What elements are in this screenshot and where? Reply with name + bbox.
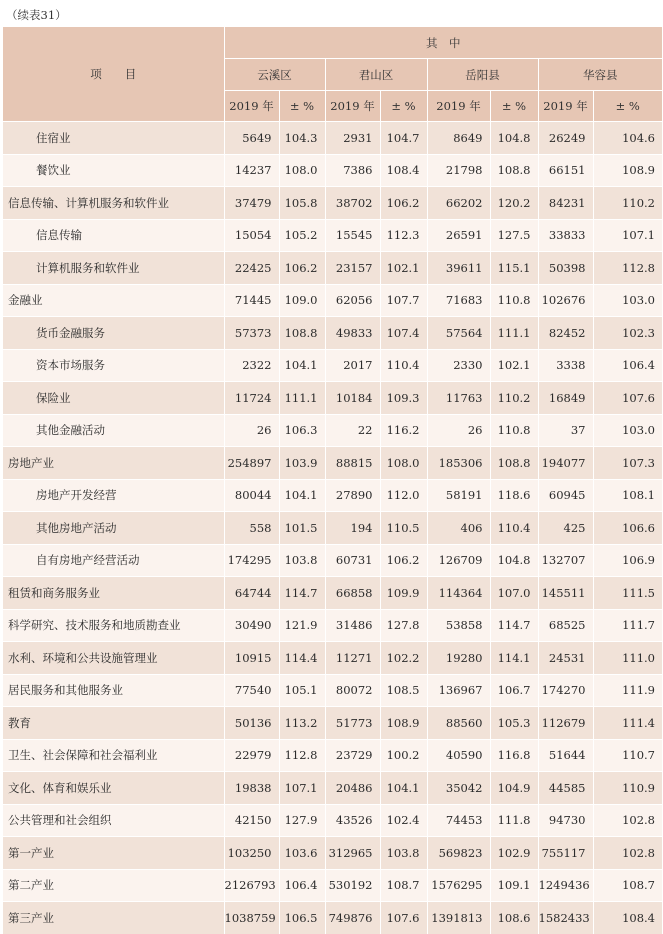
percent-cell: 116.8	[490, 739, 538, 772]
value-cell: 27890	[325, 479, 380, 512]
value-cell: 94730	[538, 804, 593, 837]
percent-cell: 121.9	[279, 609, 325, 642]
pct-header: ± %	[490, 91, 538, 122]
value-cell: 2322	[224, 349, 279, 382]
value-cell: 30490	[224, 609, 279, 642]
percent-cell: 103.0	[593, 284, 662, 317]
value-cell: 7386	[325, 154, 380, 187]
percent-cell: 110.8	[490, 284, 538, 317]
value-cell: 71445	[224, 284, 279, 317]
row-label: 资本市场服务	[3, 349, 224, 382]
percent-cell: 111.8	[490, 804, 538, 837]
percent-cell: 101.5	[279, 512, 325, 545]
percent-cell: 111.1	[490, 317, 538, 350]
percent-cell: 106.5	[279, 902, 325, 934]
percent-cell: 104.3	[279, 122, 325, 155]
value-cell: 185306	[427, 447, 490, 480]
value-cell: 35042	[427, 772, 490, 805]
value-cell: 37479	[224, 187, 279, 220]
value-cell: 21798	[427, 154, 490, 187]
value-cell: 126709	[427, 544, 490, 577]
percent-cell: 103.8	[380, 837, 427, 870]
table-row	[3, 642, 662, 675]
percent-cell: 111.1	[279, 382, 325, 415]
row-label: 其他房地产活动	[3, 512, 224, 545]
value-cell: 174295	[224, 544, 279, 577]
row-label: 金融业	[3, 284, 224, 317]
percent-cell: 102.4	[380, 804, 427, 837]
value-cell: 37	[538, 414, 593, 447]
percent-cell: 106.4	[279, 869, 325, 902]
percent-cell: 106.2	[380, 187, 427, 220]
value-cell: 58191	[427, 479, 490, 512]
percent-cell: 108.0	[380, 447, 427, 480]
table-row	[3, 219, 662, 252]
percent-cell: 103.9	[279, 447, 325, 480]
percent-cell: 108.8	[490, 154, 538, 187]
statistics-table	[3, 27, 662, 934]
value-cell: 102676	[538, 284, 593, 317]
percent-cell: 120.2	[490, 187, 538, 220]
value-cell: 8649	[427, 122, 490, 155]
percent-cell: 102.8	[593, 837, 662, 870]
value-cell: 312965	[325, 837, 380, 870]
value-cell: 114364	[427, 577, 490, 610]
percent-cell: 111.0	[593, 642, 662, 675]
percent-cell: 106.2	[380, 544, 427, 577]
value-cell: 136967	[427, 674, 490, 707]
value-cell: 38702	[325, 187, 380, 220]
percent-cell: 108.0	[279, 154, 325, 187]
table-row	[3, 447, 662, 480]
table-row	[3, 902, 662, 934]
table-caption: （续表31）	[6, 8, 67, 22]
percent-cell: 105.1	[279, 674, 325, 707]
value-cell: 14237	[224, 154, 279, 187]
percent-cell: 111.5	[593, 577, 662, 610]
value-cell: 80044	[224, 479, 279, 512]
value-cell: 11271	[325, 642, 380, 675]
value-cell: 68525	[538, 609, 593, 642]
table-row	[3, 122, 662, 155]
region-header-yunxi: 云溪区	[224, 59, 325, 91]
percent-cell: 114.7	[490, 609, 538, 642]
value-cell: 53858	[427, 609, 490, 642]
row-label: 餐饮业	[3, 154, 224, 187]
value-cell: 11724	[224, 382, 279, 415]
value-cell: 16849	[538, 382, 593, 415]
table-row	[3, 414, 662, 447]
value-cell: 254897	[224, 447, 279, 480]
row-label: 居民服务和其他服务业	[3, 674, 224, 707]
value-cell: 19280	[427, 642, 490, 675]
percent-cell: 104.7	[380, 122, 427, 155]
item-column-header: 项 目	[3, 27, 224, 122]
percent-cell: 112.8	[593, 252, 662, 285]
row-label: 水利、环境和公共设施管理业	[3, 642, 224, 675]
percent-cell: 106.9	[593, 544, 662, 577]
value-cell: 82452	[538, 317, 593, 350]
percent-cell: 109.9	[380, 577, 427, 610]
percent-cell: 108.5	[380, 674, 427, 707]
table-row	[3, 187, 662, 220]
year-header: 2019 年	[224, 91, 279, 122]
percent-cell: 108.9	[593, 154, 662, 187]
value-cell: 5649	[224, 122, 279, 155]
value-cell: 33833	[538, 219, 593, 252]
row-label: 自有房地产经营活动	[3, 544, 224, 577]
value-cell: 66858	[325, 577, 380, 610]
table-row	[3, 869, 662, 902]
percent-cell: 108.1	[593, 479, 662, 512]
row-label: 住宿业	[3, 122, 224, 155]
percent-cell: 112.8	[279, 739, 325, 772]
percent-cell: 102.1	[380, 252, 427, 285]
value-cell: 57373	[224, 317, 279, 350]
value-cell: 49833	[325, 317, 380, 350]
percent-cell: 110.4	[380, 349, 427, 382]
percent-cell: 106.7	[490, 674, 538, 707]
percent-cell: 110.9	[593, 772, 662, 805]
value-cell: 2330	[427, 349, 490, 382]
value-cell: 26591	[427, 219, 490, 252]
percent-cell: 111.9	[593, 674, 662, 707]
percent-cell: 105.2	[279, 219, 325, 252]
value-cell: 66202	[427, 187, 490, 220]
percent-cell: 107.6	[380, 902, 427, 934]
group-header: 其 中	[224, 27, 662, 59]
pct-header: ± %	[279, 91, 325, 122]
value-cell: 15545	[325, 219, 380, 252]
value-cell: 51773	[325, 707, 380, 740]
value-cell: 88560	[427, 707, 490, 740]
table-row	[3, 707, 662, 740]
value-cell: 1576295	[427, 869, 490, 902]
value-cell: 112679	[538, 707, 593, 740]
table-row	[3, 252, 662, 285]
percent-cell: 111.4	[593, 707, 662, 740]
value-cell: 26	[427, 414, 490, 447]
row-label: 卫生、社会保障和社会福利业	[3, 739, 224, 772]
table-row	[3, 154, 662, 187]
row-label: 文化、体育和娱乐业	[3, 772, 224, 805]
row-label: 房地产开发经营	[3, 479, 224, 512]
pct-header: ± %	[593, 91, 662, 122]
table-row	[3, 804, 662, 837]
value-cell: 425	[538, 512, 593, 545]
percent-cell: 104.6	[593, 122, 662, 155]
table-header	[3, 27, 662, 122]
value-cell: 74453	[427, 804, 490, 837]
value-cell: 3338	[538, 349, 593, 382]
value-cell: 62056	[325, 284, 380, 317]
value-cell: 39611	[427, 252, 490, 285]
percent-cell: 114.1	[490, 642, 538, 675]
year-header: 2019 年	[427, 91, 490, 122]
table-row	[3, 382, 662, 415]
value-cell: 406	[427, 512, 490, 545]
percent-cell: 108.9	[380, 707, 427, 740]
value-cell: 2017	[325, 349, 380, 382]
value-cell: 749876	[325, 902, 380, 934]
percent-cell: 112.3	[380, 219, 427, 252]
percent-cell: 108.4	[593, 902, 662, 934]
value-cell: 24531	[538, 642, 593, 675]
percent-cell: 104.8	[490, 122, 538, 155]
percent-cell: 104.8	[490, 544, 538, 577]
region-header-huarong: 华容县	[538, 59, 662, 91]
value-cell: 57564	[427, 317, 490, 350]
row-label: 科学研究、技术服务和地质勘查业	[3, 609, 224, 642]
row-label: 计算机服务和软件业	[3, 252, 224, 285]
percent-cell: 114.7	[279, 577, 325, 610]
value-cell: 569823	[427, 837, 490, 870]
percent-cell: 118.6	[490, 479, 538, 512]
percent-cell: 108.8	[279, 317, 325, 350]
value-cell: 22425	[224, 252, 279, 285]
percent-cell: 110.2	[490, 382, 538, 415]
value-cell: 22	[325, 414, 380, 447]
value-cell: 23157	[325, 252, 380, 285]
table-row	[3, 349, 662, 382]
value-cell: 44585	[538, 772, 593, 805]
percent-cell: 104.9	[490, 772, 538, 805]
table-row	[3, 674, 662, 707]
percent-cell: 105.3	[490, 707, 538, 740]
region-header-yueyang: 岳阳县	[427, 59, 538, 91]
value-cell: 558	[224, 512, 279, 545]
value-cell: 1582433	[538, 902, 593, 934]
percent-cell: 107.7	[380, 284, 427, 317]
value-cell: 530192	[325, 869, 380, 902]
value-cell: 64744	[224, 577, 279, 610]
percent-cell: 106.4	[593, 349, 662, 382]
percent-cell: 106.2	[279, 252, 325, 285]
value-cell: 11763	[427, 382, 490, 415]
percent-cell: 107.6	[593, 382, 662, 415]
value-cell: 26249	[538, 122, 593, 155]
value-cell: 1249436	[538, 869, 593, 902]
percent-cell: 106.6	[593, 512, 662, 545]
percent-cell: 127.9	[279, 804, 325, 837]
value-cell: 43526	[325, 804, 380, 837]
table-row	[3, 577, 662, 610]
row-label: 信息传输	[3, 219, 224, 252]
percent-cell: 111.7	[593, 609, 662, 642]
value-cell: 15054	[224, 219, 279, 252]
value-cell: 71683	[427, 284, 490, 317]
percent-cell: 108.4	[380, 154, 427, 187]
row-label: 房地产业	[3, 447, 224, 480]
value-cell: 2931	[325, 122, 380, 155]
percent-cell: 110.2	[593, 187, 662, 220]
value-cell: 50398	[538, 252, 593, 285]
percent-cell: 107.4	[380, 317, 427, 350]
percent-cell: 108.7	[593, 869, 662, 902]
region-header-junshan: 君山区	[325, 59, 427, 91]
value-cell: 19838	[224, 772, 279, 805]
percent-cell: 127.5	[490, 219, 538, 252]
value-cell: 10915	[224, 642, 279, 675]
value-cell: 103250	[224, 837, 279, 870]
percent-cell: 107.0	[490, 577, 538, 610]
pct-header: ± %	[380, 91, 427, 122]
value-cell: 80072	[325, 674, 380, 707]
percent-cell: 103.0	[593, 414, 662, 447]
year-header: 2019 年	[325, 91, 380, 122]
percent-cell: 113.2	[279, 707, 325, 740]
percent-cell: 102.8	[593, 804, 662, 837]
value-cell: 51644	[538, 739, 593, 772]
table-body	[3, 122, 662, 934]
percent-cell: 110.4	[490, 512, 538, 545]
percent-cell: 110.5	[380, 512, 427, 545]
table-row	[3, 512, 662, 545]
percent-cell: 102.1	[490, 349, 538, 382]
percent-cell: 102.3	[593, 317, 662, 350]
row-label: 第二产业	[3, 869, 224, 902]
percent-cell: 107.1	[279, 772, 325, 805]
percent-cell: 102.2	[380, 642, 427, 675]
percent-cell: 112.0	[380, 479, 427, 512]
table-row	[3, 837, 662, 870]
row-label: 信息传输、计算机服务和软件业	[3, 187, 224, 220]
row-label: 保险业	[3, 382, 224, 415]
value-cell: 2126793	[224, 869, 279, 902]
row-label: 第一产业	[3, 837, 224, 870]
percent-cell: 104.1	[279, 479, 325, 512]
percent-cell: 127.8	[380, 609, 427, 642]
year-header: 2019 年	[538, 91, 593, 122]
value-cell: 42150	[224, 804, 279, 837]
table-row	[3, 739, 662, 772]
value-cell: 1038759	[224, 902, 279, 934]
percent-cell: 106.3	[279, 414, 325, 447]
percent-cell: 114.4	[279, 642, 325, 675]
row-label: 货币金融服务	[3, 317, 224, 350]
percent-cell: 109.3	[380, 382, 427, 415]
percent-cell: 102.9	[490, 837, 538, 870]
row-label: 其他金融活动	[3, 414, 224, 447]
row-label: 教育	[3, 707, 224, 740]
value-cell: 20486	[325, 772, 380, 805]
percent-cell: 105.8	[279, 187, 325, 220]
table-row	[3, 317, 662, 350]
value-cell: 66151	[538, 154, 593, 187]
percent-cell: 109.0	[279, 284, 325, 317]
value-cell: 10184	[325, 382, 380, 415]
value-cell: 194077	[538, 447, 593, 480]
value-cell: 194	[325, 512, 380, 545]
value-cell: 84231	[538, 187, 593, 220]
percent-cell: 103.6	[279, 837, 325, 870]
value-cell: 50136	[224, 707, 279, 740]
percent-cell: 108.6	[490, 902, 538, 934]
value-cell: 60945	[538, 479, 593, 512]
value-cell: 88815	[325, 447, 380, 480]
percent-cell: 104.1	[380, 772, 427, 805]
value-cell: 1391813	[427, 902, 490, 934]
value-cell: 26	[224, 414, 279, 447]
value-cell: 132707	[538, 544, 593, 577]
percent-cell: 108.8	[490, 447, 538, 480]
percent-cell: 110.7	[593, 739, 662, 772]
value-cell: 755117	[538, 837, 593, 870]
value-cell: 31486	[325, 609, 380, 642]
value-cell: 145511	[538, 577, 593, 610]
percent-cell: 109.1	[490, 869, 538, 902]
table-row	[3, 284, 662, 317]
percent-cell: 104.1	[279, 349, 325, 382]
value-cell: 22979	[224, 739, 279, 772]
value-cell: 77540	[224, 674, 279, 707]
row-label: 第三产业	[3, 902, 224, 934]
value-cell: 174270	[538, 674, 593, 707]
percent-cell: 107.3	[593, 447, 662, 480]
percent-cell: 103.8	[279, 544, 325, 577]
row-label: 公共管理和社会组织	[3, 804, 224, 837]
table-row	[3, 609, 662, 642]
value-cell: 23729	[325, 739, 380, 772]
percent-cell: 110.8	[490, 414, 538, 447]
percent-cell: 108.7	[380, 869, 427, 902]
percent-cell: 115.1	[490, 252, 538, 285]
value-cell: 60731	[325, 544, 380, 577]
table-row	[3, 544, 662, 577]
percent-cell: 116.2	[380, 414, 427, 447]
table-row	[3, 772, 662, 805]
table-row	[3, 479, 662, 512]
percent-cell: 100.2	[380, 739, 427, 772]
value-cell: 40590	[427, 739, 490, 772]
row-label: 租赁和商务服务业	[3, 577, 224, 610]
percent-cell: 107.1	[593, 219, 662, 252]
